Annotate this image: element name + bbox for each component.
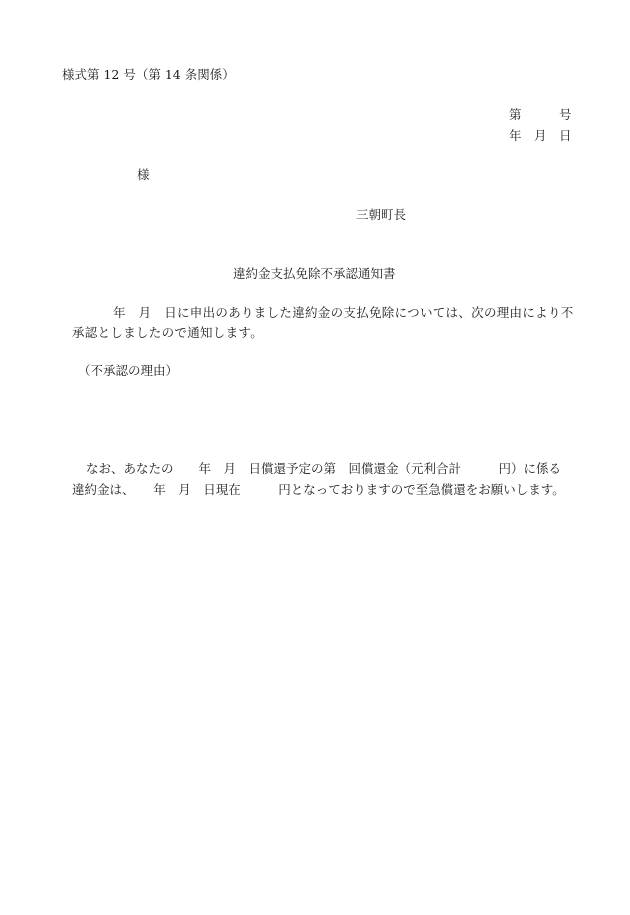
form-number: 様式第 12 号（第 14 条関係） [62, 67, 235, 82]
body-line-2: 承認としましたので通知します。 [72, 325, 264, 340]
body-line-1: 年 月 日に申出のありました違約金の支払免除については、次の理由により不 [113, 305, 574, 320]
note-line-1: なお、あなたの 年 月 日償還予定の第 回償還金（元利合計 円）に係る [86, 461, 562, 476]
issuer: 三朝町長 [356, 207, 407, 222]
document-date: 年 月 日 [509, 128, 572, 143]
document-number: 第 号 [509, 107, 572, 122]
note-line-2: 違約金は、 年 月 日現在 円となっておりますので至急償還をお願いします。 [72, 482, 565, 497]
addressee: 様 [137, 167, 150, 182]
document-title: 違約金支払免除不承認通知書 [233, 266, 396, 281]
reason-label: （不承認の理由） [78, 363, 179, 378]
